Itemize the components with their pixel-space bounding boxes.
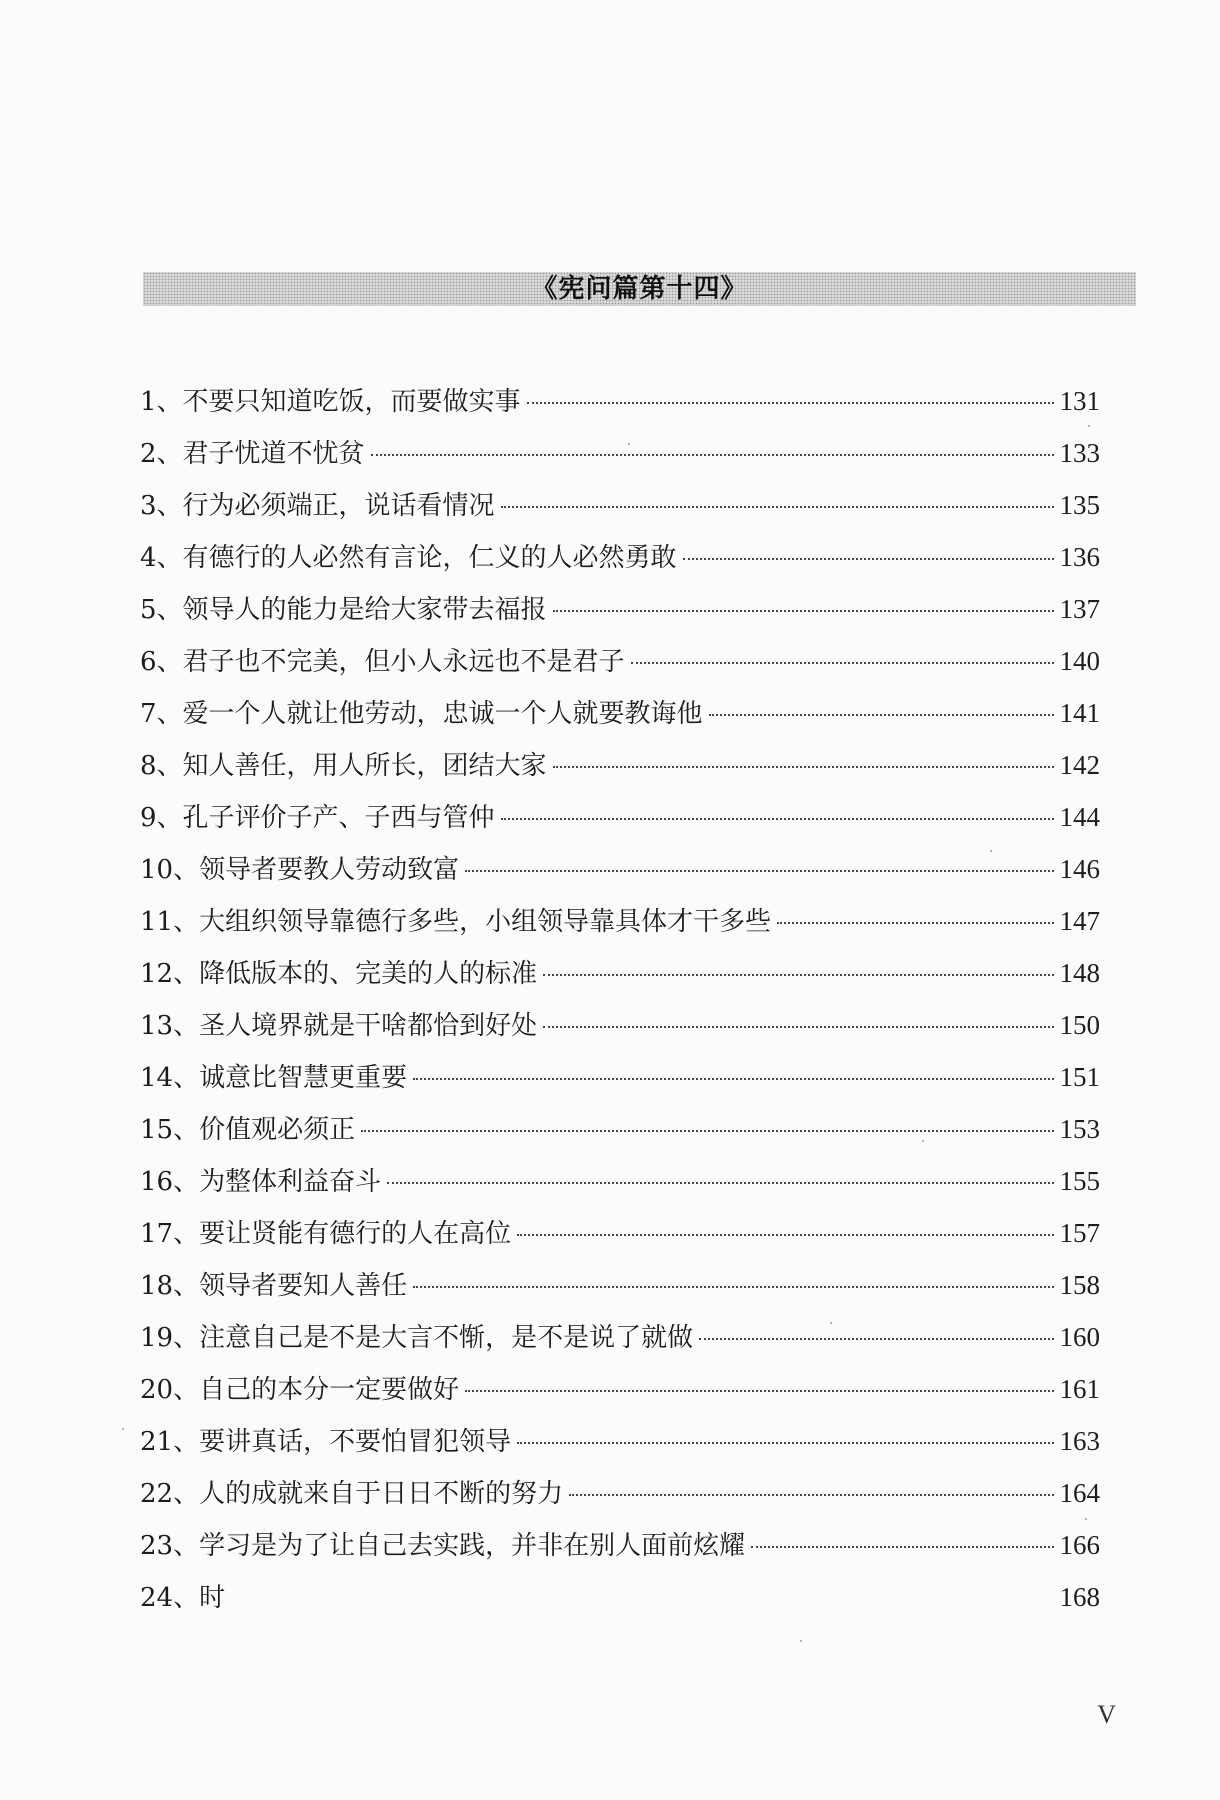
toc-entry-23: [140, 1519, 1100, 1571]
toc-entry-1: [140, 375, 1100, 427]
toc-entry-5: [140, 583, 1100, 635]
dot-leader: [543, 1026, 1053, 1028]
toc-entry-title: 20、自己的本分一定要做好: [140, 1375, 460, 1405]
toc-entry-22: [140, 1467, 1100, 1519]
dot-leader: [517, 1442, 1053, 1444]
toc-entry-title: 24、时: [140, 1583, 226, 1613]
toc-entry-14: [140, 1051, 1100, 1103]
dot-leader: [777, 922, 1053, 924]
dot-leader: [553, 610, 1054, 612]
scan-speck: [1023, 1078, 1025, 1080]
scan-speck: [628, 443, 630, 445]
dot-leader: [465, 870, 1053, 872]
toc-entry-19: [140, 1311, 1100, 1363]
toc-entry-3: [140, 479, 1100, 531]
toc-entry-title: 6、君子也不完美，但小人永远也不是君子: [140, 647, 625, 677]
toc-entry-12: [140, 947, 1100, 999]
toc-entry-7: [140, 687, 1100, 739]
toc-entry-4: [140, 531, 1100, 583]
toc-entry-2: [140, 427, 1100, 479]
dot-leader: [231, 1598, 1053, 1600]
toc-entry-page: 151: [1059, 1062, 1100, 1092]
toc-entry-title: 16、为整体利益奋斗: [140, 1167, 382, 1197]
toc-entry-24: [140, 1571, 1100, 1623]
dot-leader: [501, 818, 1054, 820]
dot-leader: [683, 558, 1054, 560]
toc-entry-21: [140, 1415, 1100, 1467]
dot-leader: [413, 1078, 1053, 1080]
scan-speck: [922, 1140, 924, 1142]
dot-leader: [631, 662, 1054, 664]
toc-entry-title: 1、不要只知道吃饭，而要做实事: [140, 387, 521, 417]
toc-entry-page: 150: [1059, 1010, 1100, 1040]
toc-entry-15: [140, 1103, 1100, 1155]
dot-leader: [543, 974, 1053, 976]
dot-leader: [465, 1390, 1053, 1392]
toc-entry-16: [140, 1155, 1100, 1207]
toc-entry-title: 18、领导者要知人善任: [140, 1271, 408, 1301]
toc-entry-title: 4、有德行的人必然有言论，仁义的人必然勇敢: [140, 543, 677, 573]
toc-entry-title: 12、降低版本的、完美的人的标准: [140, 959, 538, 989]
toc-entry-page: 142: [1059, 750, 1100, 780]
toc-entry-8: [140, 739, 1100, 791]
toc-entry-page: 144: [1059, 802, 1100, 832]
scan-speck: [1085, 1518, 1087, 1520]
toc-entry-title: 13、圣人境界就是干啥都恰到好处: [140, 1011, 538, 1041]
toc-entry-title: 2、君子忧道不忧贫: [140, 439, 365, 469]
toc-entry-title: 14、诚意比智慧更重要: [140, 1063, 408, 1093]
scan-speck: [990, 850, 992, 852]
toc-entry-title: 22、人的成就来自于日日不断的努力: [140, 1479, 564, 1509]
toc-entry-page: 155: [1059, 1166, 1100, 1196]
toc-entry-page: 168: [1059, 1582, 1100, 1612]
toc-entry-page: 137: [1059, 594, 1100, 624]
scan-speck: [800, 1640, 802, 1642]
toc-entry-page: 133: [1059, 438, 1100, 468]
dot-leader: [501, 506, 1054, 508]
dot-leader: [371, 454, 1054, 456]
toc-entry-page: 148: [1059, 958, 1100, 988]
toc-entry-page: 131: [1059, 386, 1100, 416]
dot-leader: [709, 714, 1054, 716]
toc-entry-18: [140, 1259, 1100, 1311]
toc-entry-page: 164: [1059, 1478, 1100, 1508]
toc-entry-page: 146: [1059, 854, 1100, 884]
toc-entry-title: 19、注意自己是不是大言不惭，是不是说了就做: [140, 1323, 694, 1353]
dot-leader: [751, 1546, 1053, 1548]
toc-entry-9: [140, 791, 1100, 843]
toc-entry-title: 10、领导者要教人劳动致富: [140, 855, 460, 885]
table-of-contents: [140, 375, 1100, 1623]
toc-entry-title: 9、孔子评价子产、子西与管仲: [140, 803, 495, 833]
toc-entry-page: 163: [1059, 1426, 1100, 1456]
toc-entry-17: [140, 1207, 1100, 1259]
toc-entry-page: 157: [1059, 1218, 1100, 1248]
toc-entry-page: 158: [1059, 1270, 1100, 1300]
dot-leader: [517, 1234, 1053, 1236]
toc-entry-title: 3、行为必须端正，说话看情况: [140, 491, 495, 521]
page-number: V: [1097, 1700, 1116, 1729]
toc-entry-page: 147: [1059, 906, 1100, 936]
toc-entry-page: 161: [1059, 1374, 1100, 1404]
dot-leader: [569, 1494, 1053, 1496]
dot-leader: [553, 766, 1054, 768]
toc-entry-title: 21、要讲真话，不要怕冒犯领导: [140, 1427, 512, 1457]
toc-entry-title: 5、领导人的能力是给大家带去福报: [140, 595, 547, 625]
section-title: 《宪问篇第十四》: [531, 274, 748, 304]
toc-entry-20: [140, 1363, 1100, 1415]
toc-entry-title: 23、学习是为了让自己去实践，并非在别人面前炫耀: [140, 1531, 746, 1561]
dot-leader: [387, 1182, 1053, 1184]
toc-entry-6: [140, 635, 1100, 687]
toc-entry-page: 140: [1059, 646, 1100, 676]
toc-entry-title: 17、要让贤能有德行的人在高位: [140, 1219, 512, 1249]
toc-entry-page: 160: [1059, 1322, 1100, 1352]
toc-entry-13: [140, 999, 1100, 1051]
dot-leader: [361, 1130, 1053, 1132]
dot-leader: [699, 1338, 1053, 1340]
dot-leader: [527, 402, 1054, 404]
toc-entry-page: 135: [1059, 490, 1100, 520]
toc-entry-11: [140, 895, 1100, 947]
scan-speck: [830, 1322, 832, 1324]
toc-entry-page: 153: [1059, 1114, 1100, 1144]
toc-entry-title: 15、价值观必须正: [140, 1115, 356, 1145]
toc-entry-page: 166: [1059, 1530, 1100, 1560]
toc-entry-title: 7、爱一个人就让他劳动，忠诚一个人就要教诲他: [140, 699, 703, 729]
section-header-bar: [143, 272, 1136, 306]
scan-speck: [1088, 425, 1090, 427]
scan-speck: [122, 1428, 124, 1430]
toc-entry-title: 11、大组织领导靠德行多些，小组领导靠具体才干多些: [140, 907, 772, 937]
toc-entry-page: 141: [1059, 698, 1100, 728]
toc-entry-page: 136: [1059, 542, 1100, 572]
toc-entry-title: 8、知人善任，用人所长，团结大家: [140, 751, 547, 781]
toc-entry-10: [140, 843, 1100, 895]
dot-leader: [413, 1286, 1053, 1288]
